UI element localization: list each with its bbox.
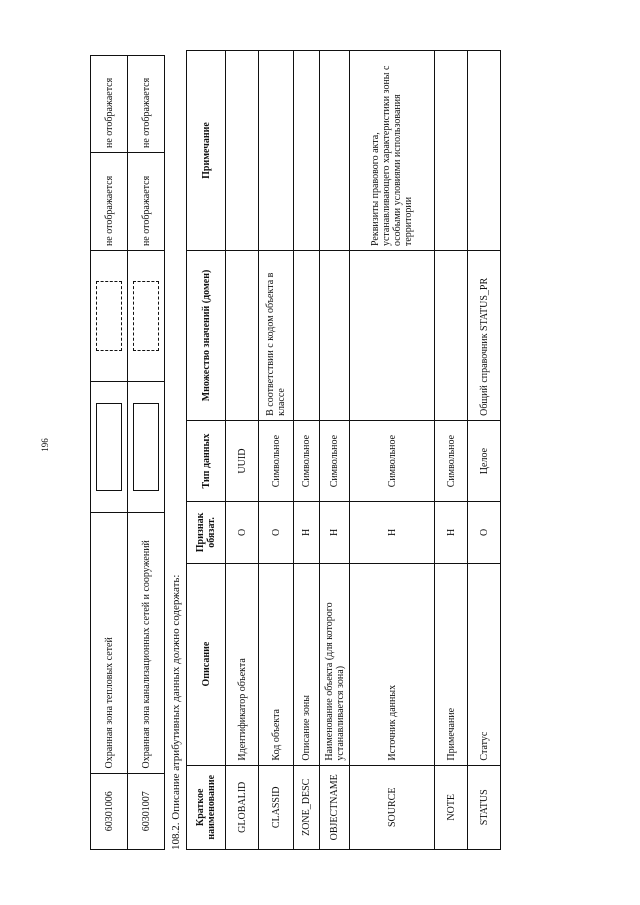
table-row [259,51,294,850]
table-row [468,51,501,850]
cell-req: Н [350,502,435,563]
cell-desc: Примечание [435,563,468,765]
cell-req: О [259,502,294,563]
table-row [435,51,468,850]
table-row [294,51,320,850]
header-data-type: Тип данных [187,420,226,501]
header-required: Признак обязат. [187,502,226,563]
cell-short: GLOBALID [226,765,259,849]
cell-domain [294,251,320,421]
zones-table [90,55,165,850]
cell-type: UUID [226,420,259,501]
table-header-row [187,51,226,850]
cell-desc: Наименование объекта (для которого устанавливается зона) [320,563,350,765]
cell-type: Символьное [350,420,435,501]
zone-display-2: не отображается [128,56,165,153]
cell-note [226,51,259,251]
table-row [320,51,350,850]
cell-type: Символьное [435,420,468,501]
dashed-symbol-cell [91,251,128,382]
cell-domain [226,251,259,421]
cell-short: STATUS [468,765,501,849]
cell-note [294,51,320,251]
zone-code: 60301007 [128,773,165,849]
cell-desc: Описание зоны [294,563,320,765]
header-short-name: Краткое наименование [187,765,226,849]
solid-rectangle-symbol [133,403,159,491]
table-row [91,56,128,850]
cell-domain: В соответствии с кодом объекта в классе [259,251,294,421]
cell-note [320,51,350,251]
zone-display-1: не отображается [128,153,165,251]
cell-note [435,51,468,251]
cell-short: ZONE_DESC [294,765,320,849]
cell-note [259,51,294,251]
cell-note: Реквизиты правового акта, устанавливающего характеристики зоны с особыми условиями использования территории [350,51,435,251]
attributes-table [186,50,501,850]
dashed-rectangle-symbol [96,281,122,351]
zone-name: Охранная зона тепловых сетей [91,512,128,773]
zone-display-1: не отображается [91,153,128,251]
header-domain: Множество значений (домен) [187,251,226,421]
rotated-page-content [90,50,640,850]
cell-type: Целое [468,420,501,501]
cell-req: О [226,502,259,563]
cell-short: OBJECTNAME [320,765,350,849]
zone-name: Охранная зона канализационных сетей и сооружений [128,512,165,773]
cell-type: Символьное [294,420,320,501]
cell-domain [435,251,468,421]
cell-desc: Идентификатор объекта [226,563,259,765]
table-row [128,56,165,850]
dashed-symbol-cell [128,251,165,382]
cell-type: Символьное [320,420,350,501]
cell-type: Символьное [259,420,294,501]
solid-rectangle-symbol [96,403,122,491]
cell-short: NOTE [435,765,468,849]
table-row [226,51,259,850]
header-note: Примечание [187,51,226,251]
zone-display-2: не отображается [91,56,128,153]
cell-req: Н [320,502,350,563]
cell-short: SOURCE [350,765,435,849]
solid-symbol-cell [91,382,128,512]
dashed-rectangle-symbol [133,281,159,351]
cell-domain [320,251,350,421]
section-heading: 108.2. Описание атрибутивных данных должно содержать: [170,574,182,850]
cell-req: Н [294,502,320,563]
cell-req: Н [435,502,468,563]
cell-req: О [468,502,501,563]
cell-desc: Статус [468,563,501,765]
table-row [350,51,435,850]
cell-short: CLASSID [259,765,294,849]
header-description: Описание [187,563,226,765]
page-number: 196 [39,438,50,452]
cell-note [468,51,501,251]
solid-symbol-cell [128,382,165,512]
zone-code: 60301006 [91,773,128,849]
cell-desc: Код объекта [259,563,294,765]
cell-domain: Общий справочник STATUS_PR [468,251,501,421]
cell-desc: Источник данных [350,563,435,765]
cell-domain [350,251,435,421]
